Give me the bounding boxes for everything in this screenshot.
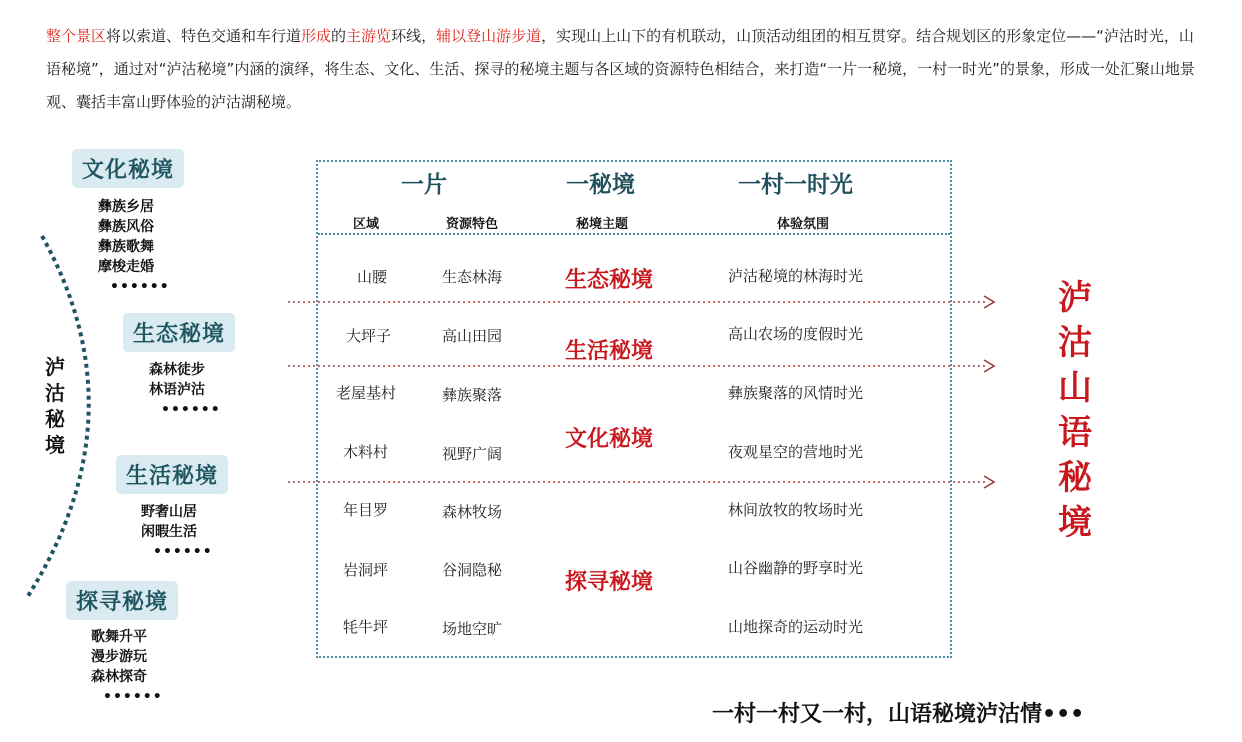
table-cell-area: 牦牛坪	[343, 618, 389, 636]
table-cell-feature: 场地空旷	[442, 620, 503, 638]
arrowhead-icon	[984, 476, 994, 488]
intro-text: 环线，	[391, 27, 437, 45]
intro-highlight: 形成	[301, 27, 332, 45]
table-cell-area: 岩洞坪	[343, 561, 389, 579]
table-cell-feature: 高山田园	[442, 327, 503, 345]
theme-ecology: 生态秘境	[565, 267, 654, 293]
category-item: 歌舞升平	[91, 629, 147, 645]
header-one-village: 一村一时光	[738, 171, 853, 198]
table-cell-atmosphere: 夜观星空的营地时光	[728, 443, 864, 461]
header-one-piece: 一片	[401, 171, 447, 198]
left-vertical-title: 泸沽秘境	[45, 355, 65, 457]
intro-highlight: 辅以登山游步道	[436, 27, 542, 45]
category-item: 森林探奇	[91, 669, 147, 685]
category-item: 彝族歌舞	[98, 239, 154, 255]
category-item: 漫步游玩	[91, 649, 147, 665]
category-item: 闲暇生活	[141, 524, 197, 540]
table-cell-feature: 谷洞隐秘	[442, 561, 503, 579]
category-items-culture	[98, 197, 170, 297]
table-cell-atmosphere: 山谷幽静的野享时光	[728, 559, 864, 577]
intro-text: 将以索道、特色交通和车行道	[106, 27, 302, 45]
category-pill-ecology: 生态秘境	[123, 313, 235, 352]
table-cell-feature: 森林牧场	[442, 503, 503, 521]
theme-explore: 探寻秘境	[565, 569, 654, 595]
category-item: 森林徒步	[149, 362, 205, 378]
column-header-feature: 资源特色	[446, 217, 499, 232]
column-header-area: 区域	[353, 217, 380, 232]
table-cell-atmosphere: 山地探奇的运动时光	[728, 618, 864, 636]
footer-slogan: 一村一村又一村，山语秘境泸沽情•••	[712, 702, 1085, 727]
table-cell-atmosphere: 林间放牧的牧场时光	[728, 501, 864, 519]
category-items-life	[141, 502, 213, 562]
table-cell-area: 大坪子	[346, 327, 392, 345]
intro-text: 的	[331, 27, 347, 45]
right-vertical-title: 泸沽山语秘境	[1058, 278, 1092, 543]
arrowhead-icon	[984, 360, 994, 372]
table-cell-atmosphere: 泸沽秘境的林海时光	[728, 267, 864, 285]
theme-culture: 文化秘境	[565, 426, 654, 452]
category-item: 彝族风俗	[98, 219, 154, 235]
table-cell-area: 老屋基村	[336, 384, 397, 402]
category-item: 林语泸沽	[149, 382, 205, 398]
header-divider	[318, 233, 950, 235]
arrowhead-icon	[984, 296, 994, 308]
category-items-explore	[91, 627, 163, 707]
category-pill-explore: 探寻秘境	[66, 581, 178, 620]
intro-highlight: 整个景区	[46, 27, 107, 45]
more-dots: ••••••	[161, 402, 221, 418]
intro-highlight: 主游览	[346, 27, 392, 45]
more-dots: ••••••	[103, 689, 163, 705]
theme-life: 生活秘境	[565, 338, 654, 364]
table-cell-area: 山腰	[357, 268, 388, 286]
header-one-secret: 一秘境	[566, 171, 635, 198]
table-cell-atmosphere: 高山农场的度假时光	[728, 325, 864, 343]
category-item: 摩梭走婚	[98, 259, 154, 275]
table-cell-area: 木料村	[343, 443, 389, 461]
table-cell-feature: 彝族聚落	[442, 386, 503, 404]
category-pill-culture: 文化秘境	[72, 149, 184, 188]
table-cell-feature: 生态林海	[442, 268, 503, 286]
category-item: 野奢山居	[141, 504, 197, 520]
more-dots: ••••••	[153, 544, 213, 560]
table-cell-feature: 视野广阔	[442, 445, 503, 463]
category-pill-life: 生活秘境	[116, 455, 228, 494]
category-item: 彝族乡居	[98, 199, 154, 215]
intro-text: ，实现山上山下的有机联动，山顶活动组团的相互贯穿。结合规划区的形象定位——“泸沽时光，山语秘境”，通过对“泸沽秘境”内涵的演绎，将生态、文化、生活、探寻的秘境主题与各区域的资源特色相结合，来打造“一片一秘境，一村一时光”的景象，形成一处汇聚山地景观、囊括丰富山野体验的泸沽湖秘境。	[46, 27, 1195, 111]
table-cell-atmosphere: 彝族聚落的风情时光	[728, 384, 864, 402]
column-header-theme: 秘境主题	[576, 217, 629, 232]
table-cell-area: 年目罗	[343, 501, 389, 519]
category-items-ecology	[149, 360, 221, 420]
more-dots: ••••••	[110, 279, 170, 295]
column-header-atmosphere: 体验氛围	[777, 217, 830, 232]
